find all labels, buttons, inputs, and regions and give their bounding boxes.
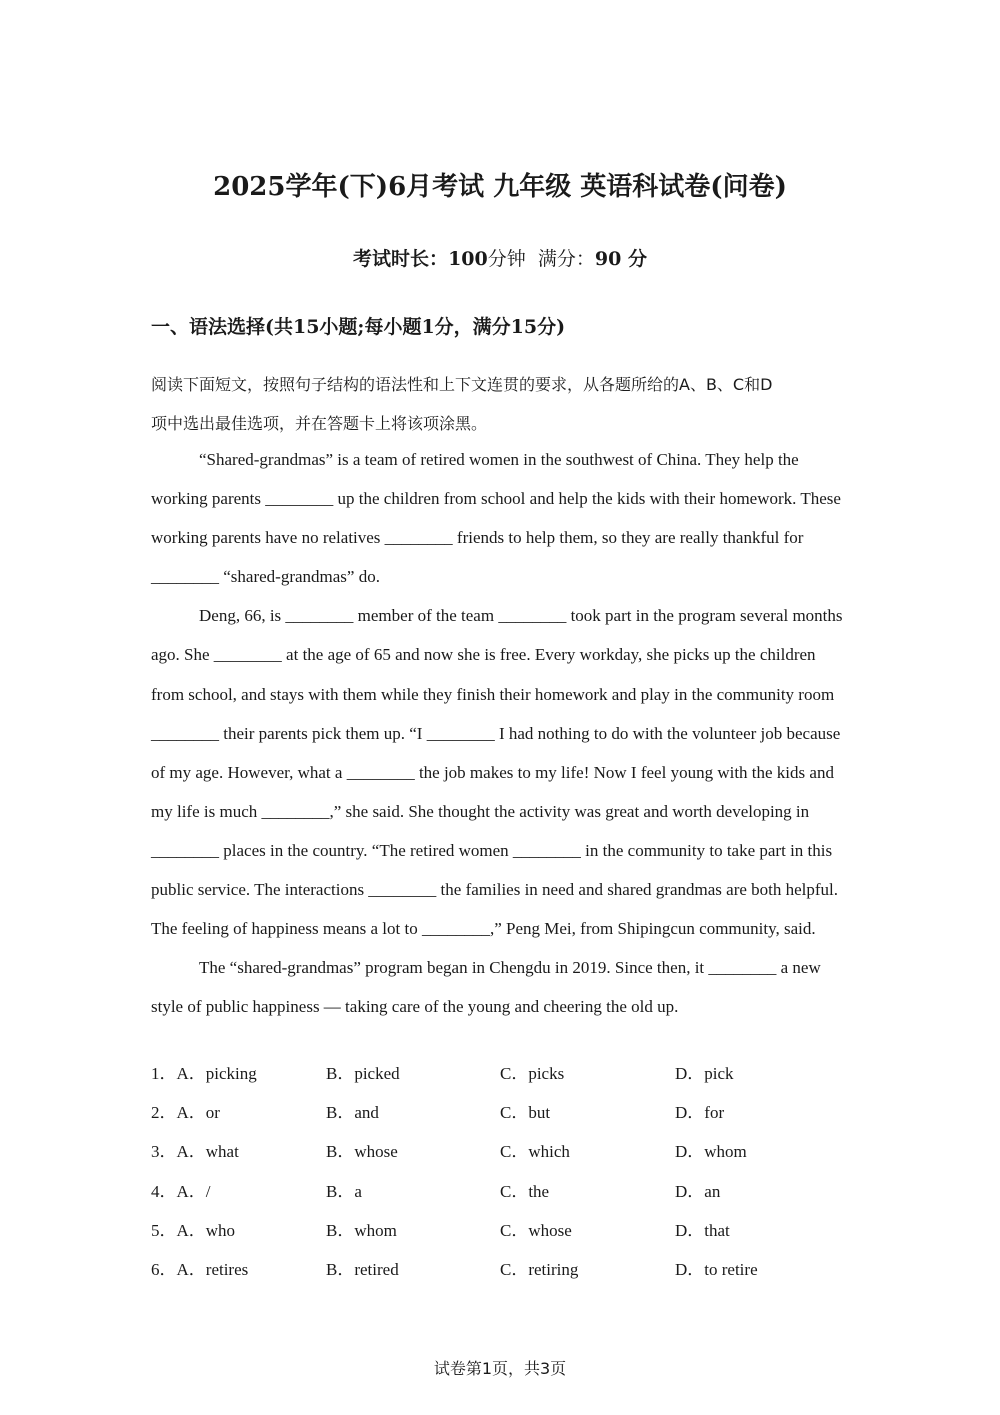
option-a[interactable]: 2．A．or xyxy=(151,1103,220,1123)
section-heading: 一、语法选择(共15小题;每小题1分，满分15分) xyxy=(151,316,566,338)
option-b[interactable]: B．picked xyxy=(326,1064,400,1083)
option-a[interactable]: 3．A．what xyxy=(151,1142,239,1162)
passage-paragraph-3: The “shared-grandmas” program began in Chengdu in 2019. Since then, it ________ a new style of public happiness — taking care of the young and cheering the old up. xyxy=(151,958,821,1017)
question-row xyxy=(151,1098,851,1137)
reading-passage xyxy=(151,440,851,1026)
option-a[interactable]: 4．A．/ xyxy=(151,1181,211,1201)
score-label: 满分： xyxy=(537,248,595,270)
question-row xyxy=(151,1177,851,1216)
section-instructions xyxy=(151,365,851,443)
score-unit: 分 xyxy=(627,248,647,270)
question-row xyxy=(151,1059,851,1098)
option-b[interactable]: B．whose xyxy=(326,1142,398,1162)
option-d[interactable]: D．whom xyxy=(675,1142,747,1162)
exam-info xyxy=(0,244,1000,271)
passage-paragraph-2: Deng, 66, is ________ member of the team ________ took part in the program several months ago. She ________ at the age of 65 and now she is free. Every workday, she picks up the children from school, and stays with them while they finish their homework and play in the community room ________ their parents pick them up. “I ________ I had nothing to do with the volunteer job because of my age. However, what a ________ the job makes to my life! Now I feel young with the kids and my life is much ________,” she said. She thought the activity was great and worth developing in ________ places in the country. “The retired women ________ in the community to take part in this public service. The interactions ________ the families in need and shared grandmas are both helpful. The feeling of happiness means a lot to ________,” Peng Mei, from Shipingcun community, said. xyxy=(151,606,843,939)
question-options xyxy=(151,1059,851,1294)
option-b[interactable]: B．and xyxy=(326,1103,379,1123)
option-a[interactable]: 1．A．picking xyxy=(151,1064,257,1083)
option-c[interactable]: C．picks xyxy=(500,1064,565,1083)
option-b[interactable]: B．retired xyxy=(326,1259,399,1279)
exam-title: 2025学年(下)6月考试 九年级 英语科试卷(问卷) xyxy=(213,172,787,202)
time-label: 考试时长： xyxy=(353,248,449,270)
option-c[interactable]: C．the xyxy=(500,1181,550,1201)
question-row xyxy=(151,1255,851,1294)
option-d[interactable]: D．an xyxy=(675,1181,721,1201)
option-c[interactable]: C．but xyxy=(500,1103,551,1123)
page-footer: 试卷第1页，共3页 xyxy=(433,1359,567,1378)
option-b[interactable]: B．whom xyxy=(326,1220,397,1240)
time-value: 100 xyxy=(448,248,488,270)
option-c[interactable]: C．retiring xyxy=(500,1259,579,1279)
option-c[interactable]: C．whose xyxy=(500,1220,572,1240)
instructions-line-1: 阅读下面短文，按照句子结构的语法性和上下文连贯的要求，从各题所给的A、B、C和D xyxy=(151,375,773,394)
passage-paragraph-1: “Shared-grandmas” is a team of retired women in the southwest of China. They help the working parents ________ up the children from school and help the kids with their homework. These working parents have no relatives ________ friends to help them, so they are really thankful for ________ “shared-grandmas” do. xyxy=(151,450,841,587)
option-b[interactable]: B．a xyxy=(326,1181,362,1201)
option-d[interactable]: D．that xyxy=(675,1220,730,1240)
time-unit: 分钟 xyxy=(487,248,526,270)
option-a[interactable]: 6．A．retires xyxy=(151,1259,249,1279)
option-a[interactable]: 5．A．who xyxy=(151,1220,236,1240)
option-d[interactable]: D．pick xyxy=(675,1064,734,1083)
question-row xyxy=(151,1137,851,1176)
option-d[interactable]: D．for xyxy=(675,1103,725,1123)
instructions-line-2: 项中选出最佳选项，并在答题卡上将该项涂黑。 xyxy=(151,414,488,433)
question-row xyxy=(151,1216,851,1255)
option-c[interactable]: C．which xyxy=(500,1142,570,1162)
score-value: 90 xyxy=(594,248,622,270)
option-d[interactable]: D．to retire xyxy=(675,1259,758,1279)
